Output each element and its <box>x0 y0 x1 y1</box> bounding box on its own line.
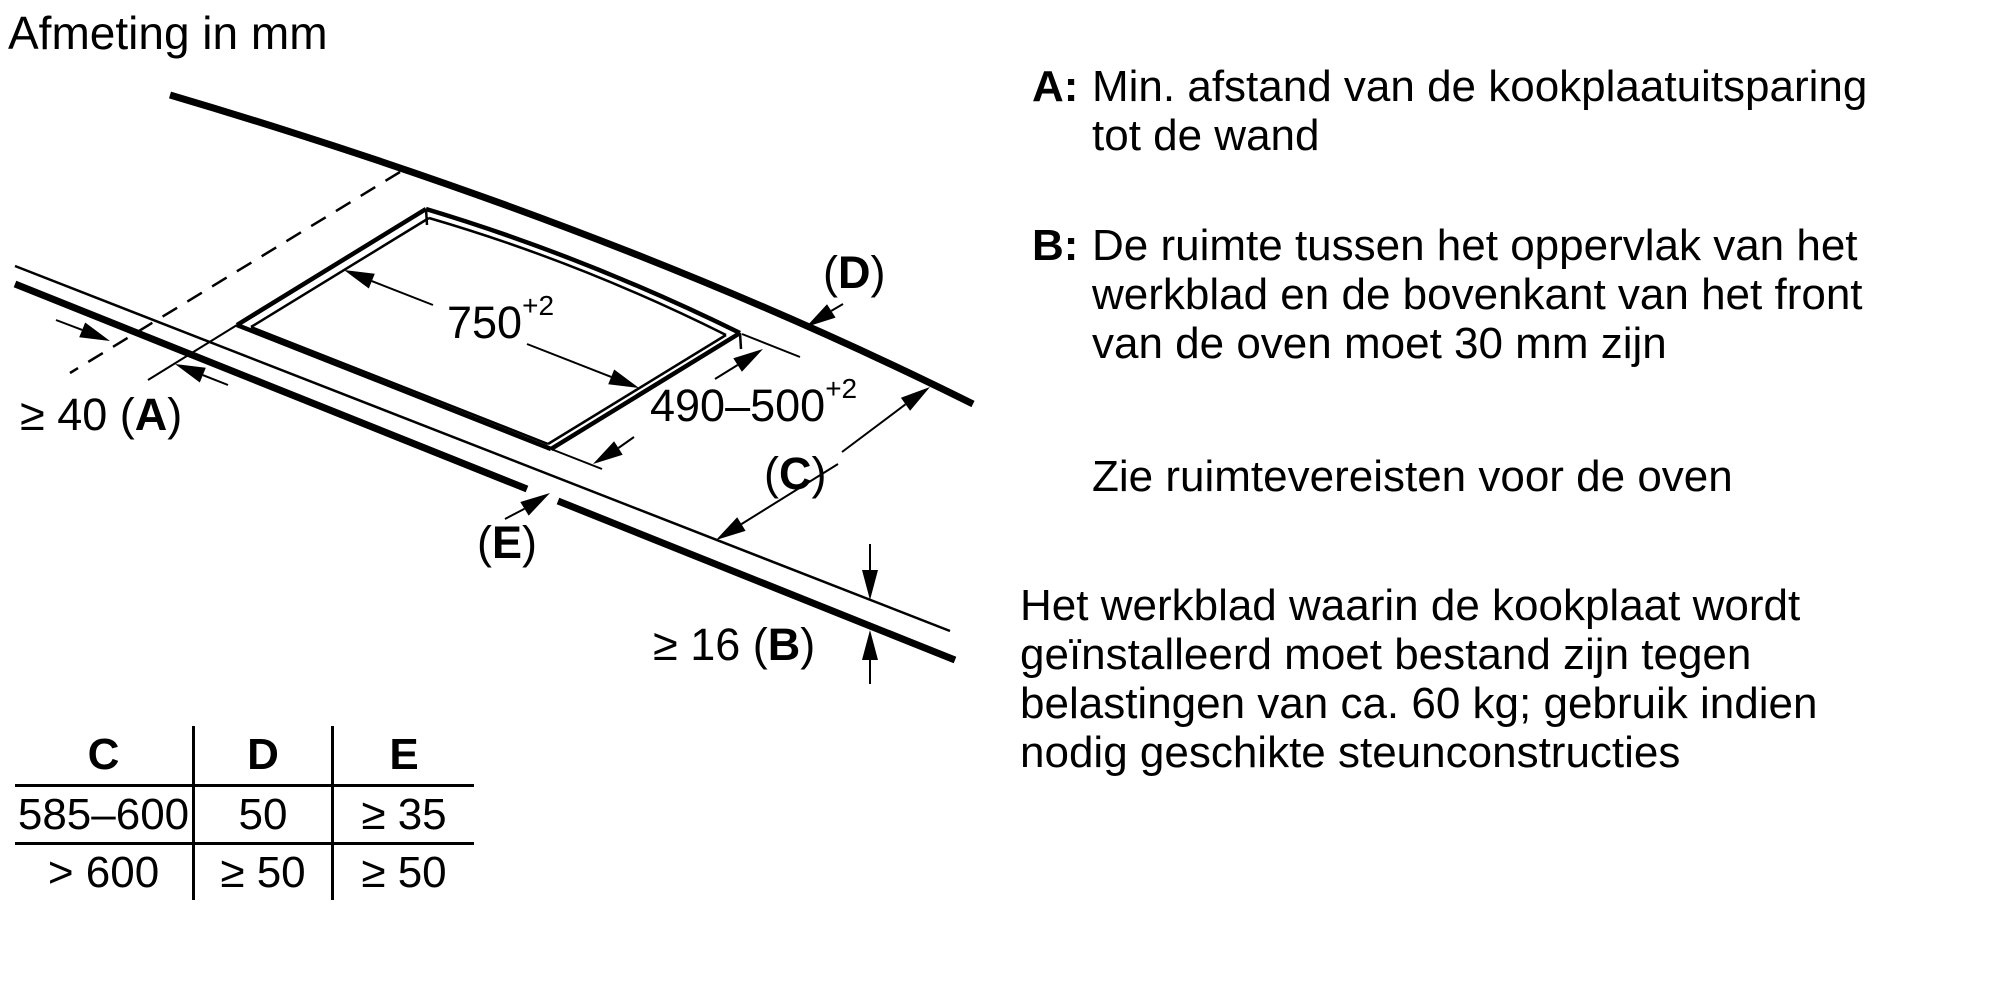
e-dim-label: (E) <box>477 517 538 568</box>
table-cell-d2: ≥ 50 <box>194 844 333 901</box>
width-arrowhead-left <box>344 270 375 289</box>
note-a <box>1032 62 1867 160</box>
table-row <box>15 786 474 844</box>
b-dim-label: ≥ 16 (B) <box>653 619 816 670</box>
a-dim-label: ≥ 40 (A) <box>20 389 183 440</box>
width-arrowhead-right <box>608 370 639 389</box>
e-arrowhead <box>520 493 550 516</box>
dimension-e <box>477 493 550 568</box>
page-title: Afmeting in mm <box>8 7 328 59</box>
table-header-c: C <box>15 726 194 786</box>
cutout-outer-left-edge <box>237 209 426 325</box>
note-b-line: De ruimte tussen het oppervlak van het <box>1092 221 1858 270</box>
c-arrowhead-lower <box>716 517 746 540</box>
dimension-depth <box>593 349 857 464</box>
note-load-line: belastingen van ca. 60 kg; gebruik indien <box>1020 679 1818 728</box>
cutout-corner-tick-left <box>426 209 427 225</box>
d-arrowhead <box>806 304 836 327</box>
depth-dim-label: $490-500^{+2}$ <box>650 373 858 431</box>
c-dim-line-upper <box>842 404 906 452</box>
table-cell-c1: 585–600 <box>15 786 194 844</box>
a-arrowhead-lower <box>175 364 206 383</box>
note-load-line: nodig geschikte steunconstructies <box>1020 728 1681 777</box>
c-dim-label: (C) <box>764 448 827 499</box>
table-header-e: E <box>333 726 475 786</box>
note-load-line: geïnstalleerd moet bestand zijn tegen <box>1020 630 1752 679</box>
depth-dim-line-upper <box>715 365 738 379</box>
depth-dim-line-lower <box>618 437 634 448</box>
width-dim-line-right <box>527 344 611 377</box>
table-header-row <box>15 726 474 786</box>
table-cell-c2: > 600 <box>47 847 160 897</box>
b-arrowhead-upper <box>862 570 878 600</box>
table-cell-e1: ≥ 35 <box>333 786 475 844</box>
d-dim-line <box>831 304 843 311</box>
table-header-d: D <box>194 726 333 786</box>
width-dim-label: $750^{+2}$ <box>447 290 555 348</box>
c-arrowhead-upper <box>901 387 930 411</box>
note-a-line: tot de wand <box>1092 111 1320 160</box>
dimension-width <box>344 270 639 388</box>
note-b <box>1032 221 1863 368</box>
a-arrowhead-upper <box>79 323 110 342</box>
b-arrowhead-lower <box>862 630 878 660</box>
note-load-line: Het werkblad waarin de kookplaat wordt <box>1020 581 1801 630</box>
cutout-inner-left-edge <box>251 218 429 327</box>
note-b-line: van de oven moet 30 mm zijn <box>1092 319 1667 368</box>
a-dim-line-lower <box>203 375 228 385</box>
table-cell-d1: 50 <box>194 786 333 844</box>
table-row <box>15 844 474 901</box>
d-dim-label: (D) <box>823 247 886 298</box>
note-a-label: A: <box>1032 62 1079 111</box>
table-cell-e2: ≥ 50 <box>361 847 447 897</box>
width-dim-line-left <box>372 281 433 305</box>
witness-line-front-edge-extension <box>551 449 602 469</box>
dimension-table <box>15 726 474 900</box>
cutout-corner-tick-right <box>740 333 741 349</box>
depth-arrowhead-upper <box>733 349 763 372</box>
depth-arrowhead-lower <box>593 441 623 464</box>
note-b-label: B: <box>1032 221 1079 270</box>
note-load <box>1020 581 1817 777</box>
note-a-line: Min. afstand van de kookplaatuitsparing <box>1092 62 1868 111</box>
dimension-d <box>806 247 886 327</box>
note-see-oven: Zie ruimtevereisten voor de oven <box>1092 452 1733 501</box>
a-dim-line-upper <box>56 320 82 330</box>
note-b-line: werkblad en de bovenkant van het front <box>1092 270 1863 319</box>
